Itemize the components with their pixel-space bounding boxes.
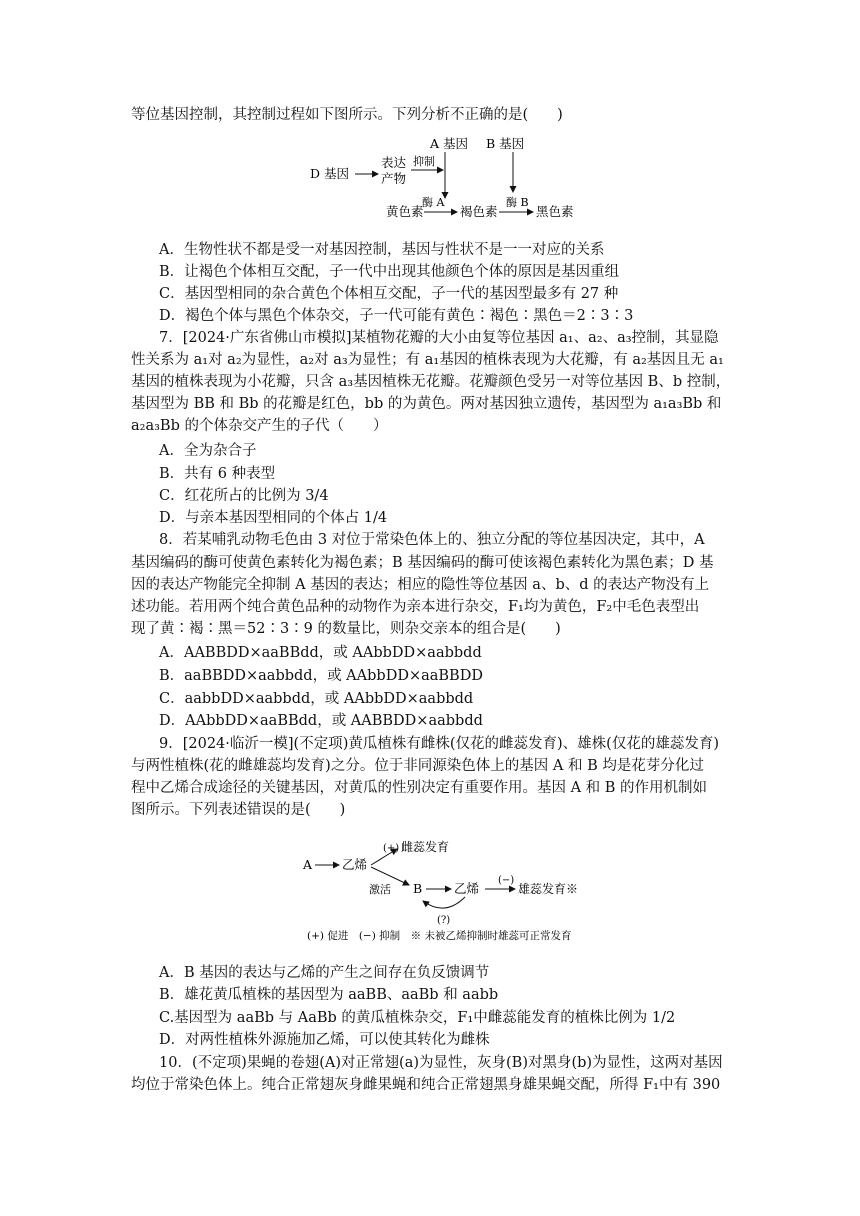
- feedback-arrow: [423, 897, 465, 908]
- yellow-pigment: 黄色素: [386, 204, 424, 219]
- q10-line-1: 10．(不定项)果蝇的卷翅(A)对正常翅(a)为显性，灰身(B)对黑身(b)为显性，这两对基因: [159, 1055, 723, 1071]
- expr-label-1: 表达: [381, 155, 407, 170]
- q7-option-a: A．全为杂合子: [159, 443, 257, 459]
- enzyme-b-label: 酶 B: [506, 196, 529, 209]
- q7-option-c: C．红花所占的比例为 3/4: [159, 488, 329, 504]
- female-development: 雌蕊发育: [401, 840, 450, 854]
- gene-a-node: A: [303, 857, 313, 872]
- q9-line-4: 图所示。下列表述错误的是( ): [131, 802, 346, 818]
- q9-option-d: D．对两性植株外源施加乙烯，可以使其转化为雌株: [159, 1032, 490, 1048]
- promote-sign: (+): [383, 843, 400, 854]
- ethylene-node-1: 乙烯: [342, 857, 368, 872]
- q9-option-a: A．B 基因的表达与乙烯的产生之间存在负反馈调节: [159, 965, 490, 981]
- q9-line-3: 程中乙烯合成途径的关键基因，对黄瓜的性别决定有重要作用。基因 A 和 B 的作用机制如: [131, 780, 708, 796]
- cucumber-sex-mechanism-diagram: [295, 835, 595, 945]
- intro-line: 等位基因控制，其控制过程如下图所示。下列分析不正确的是( ): [131, 107, 563, 123]
- q9-option-b: B．雄花黄瓜植株的基因型为 aaBB、aaBb 和 aabb: [159, 987, 499, 1003]
- q9-option-c: C.基因型为 aaBb 与 AaBb 的黄瓜植株杂交，F₁中雌蕊能发育的植株比例为 1/2: [159, 1010, 676, 1026]
- q7-option-d: D．与亲本基因型相同的个体占 1/4: [159, 510, 388, 526]
- q6-option-a: A．生物性状不都是受一对基因控制，基因与性状不是一一对应的关系: [159, 242, 605, 258]
- diagram-legend: (+) 促进 (−) 抑制 ※ 未被乙烯抑制时雄蕊可正常发育: [307, 930, 572, 942]
- q8-line-3: 因的表达产物能完全抑制 A 基因的表达；相应的隐性等位基因 a、b、d 的表达产物没有上: [131, 577, 710, 593]
- q7-line-2: 性关系为 a₁对 a₂为显性，a₂对 a₃为显性；有 a₁基因的植株表现为大花瓣，有 a₂基因且无 a₁: [131, 352, 724, 368]
- q8-option-b: B．aaBBDD×aabbdd，或 AAbbDD×aaBBDD: [159, 668, 483, 684]
- brown-pigment: 褐色素: [460, 204, 498, 219]
- q8-line-1: 8．若某哺乳动物毛色由 3 对位于常染色体上的、独立分配的等位基因决定，其中，A: [159, 532, 705, 548]
- q6-option-b: B．让褐色个体相互交配，子一代中出现其他颜色个体的原因是基因重组: [159, 264, 620, 280]
- q7-line-1: 7．[2024·广东省佛山市模拟]某植物花瓣的大小由复等位基因 a₁、a₂、a₃控制，其显隐: [159, 330, 719, 346]
- d-gene-label: D 基因: [310, 166, 349, 181]
- ethylene-node-2: 乙烯: [454, 881, 480, 896]
- b-gene-label: B 基因: [486, 136, 525, 151]
- a-gene-label: A 基因: [430, 136, 469, 151]
- q8-line-2: 基因编码的酶可使黄色素转化为褐色素；B 基因编码的酶可使该褐色素转化为黑色素；D 基: [131, 555, 714, 571]
- feedback-question: (?): [437, 915, 451, 926]
- q9-line-2: 与两性植株(花的雌雄蕊均发育)之分。位于非同源染色体上的基因 A 和 B 均是花芽分化过: [131, 758, 704, 774]
- q6-option-d: D．褐色个体与黑色个体杂交，子一代可能有黄色∶褐色∶黑色＝2∶3∶3: [159, 308, 634, 324]
- gene-b-node: B: [413, 881, 423, 896]
- male-development: 雄蕊发育※: [518, 882, 579, 896]
- q8-line-5: 现了黄∶褐∶黑＝52∶3∶9 的数量比，则杂交亲本的组合是( ): [131, 621, 561, 637]
- enzyme-a-label: 酶 A: [422, 196, 445, 209]
- q7-line-3: 基因的植株表现为小花瓣，只含 a₃基因植株无花瓣。花瓣颜色受另一对等位基因 B、b 控制，: [131, 374, 731, 390]
- q9-line-1: 9．[2024·临沂一模](不定项)黄瓜植株有雌株(仅花的雌蕊发育)、雄株(仅花的雄蕊发育): [159, 736, 719, 752]
- inhibit-label: 抑制: [413, 155, 435, 168]
- pigment-pathway-diagram: [300, 132, 600, 227]
- q8-option-d: D．AAbbDD×aaBBdd，或 AABBDD×aabbdd: [159, 713, 483, 729]
- black-pigment: 黑色素: [536, 204, 574, 219]
- q8-line-4: 述功能。若用两个纯合黄色品种的动物作为亲本进行杂交，F₁均为黄色，F₂中毛色表型出: [131, 599, 700, 615]
- q10-line-2: 均位于常染色体上。纯合正常翅灰身雌果蝇和纯合正常翅黑身雄果蝇交配，所得 F₁中有 390: [131, 1077, 721, 1093]
- q7-option-b: B．共有 6 种表型: [159, 466, 276, 482]
- expr-label-2: 产物: [381, 171, 407, 186]
- q8-option-c: C．aabbDD×aabbdd，或 AAbbDD×aabbdd: [159, 691, 474, 707]
- q8-option-a: A．AABBDD×aaBBdd，或 AAbbDD×aabbdd: [159, 645, 482, 661]
- q7-line-4: 基因型为 BB 和 Bb 的花瓣是红色，bb 的为黄色。两对基因独立遗传，基因型为 a₁a₃Bb 和: [131, 396, 722, 412]
- q6-option-c: C．基因型相同的杂合黄色个体相互交配，子一代的基因型最多有 27 种: [159, 286, 619, 302]
- q7-line-5: a₂a₃Bb 的个体杂交产生的子代（ ）: [131, 418, 388, 434]
- activate-label: 激活: [369, 883, 391, 896]
- inhibit-sign: (−): [498, 875, 515, 886]
